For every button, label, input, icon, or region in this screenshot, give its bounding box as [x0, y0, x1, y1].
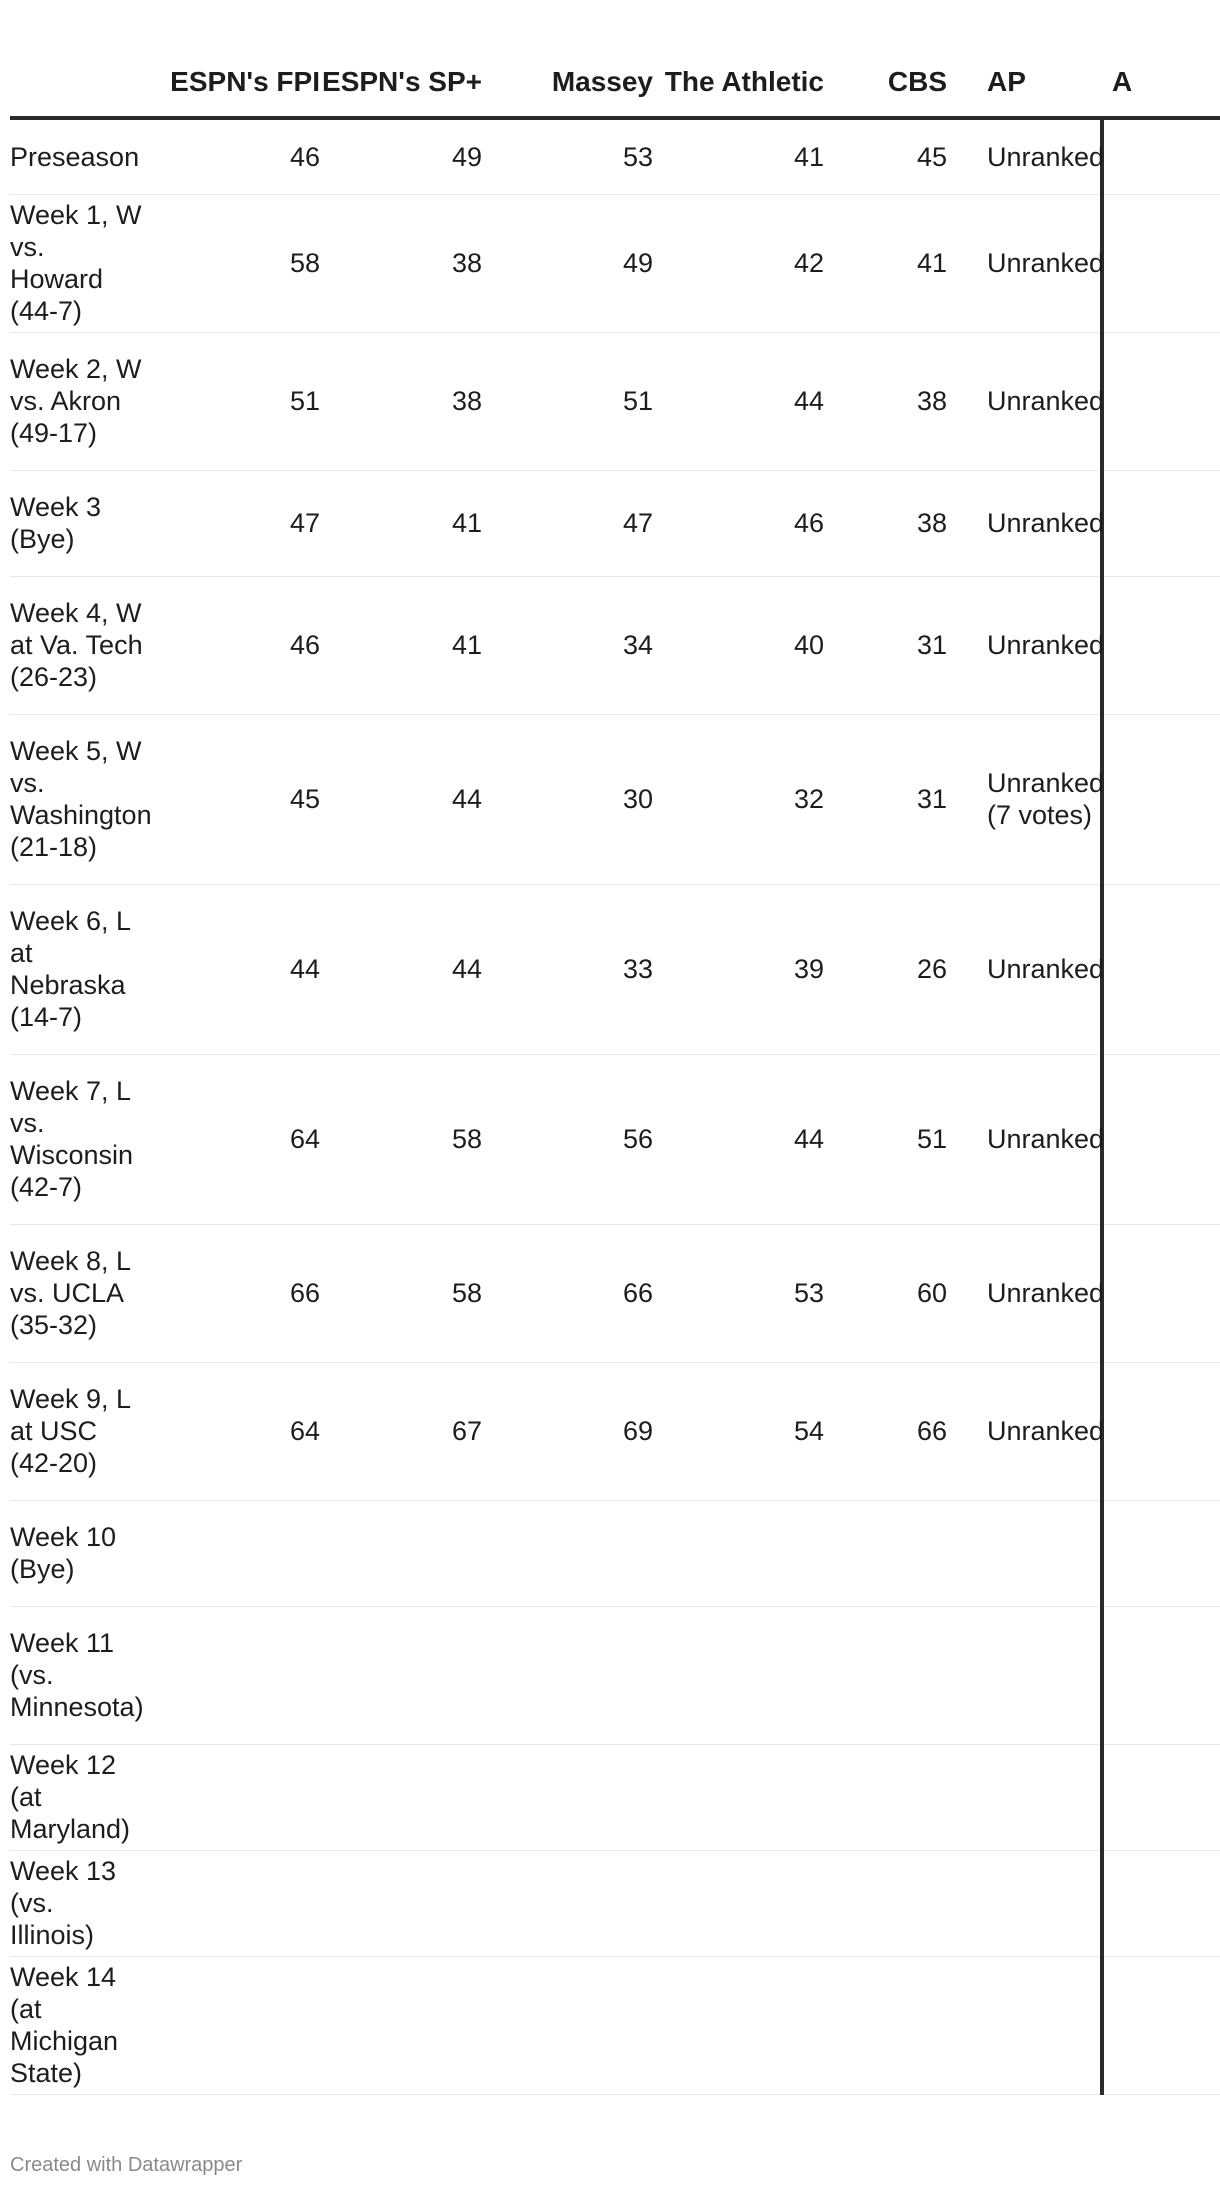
- rankings-table-container: [10, 0, 1220, 2095]
- clipped-cell: [1102, 576, 1220, 714]
- clipped-cell: [1102, 194, 1220, 332]
- table-row: [10, 1850, 1220, 1956]
- ranking-cell: [653, 1500, 824, 1606]
- ranking-cell: 44: [653, 332, 824, 470]
- table-row: [10, 1956, 1220, 2094]
- label-header: [10, 0, 150, 118]
- ranking-cell: 66: [150, 1224, 320, 1362]
- row-label: Week 6, L at Nebraska (14-7): [10, 884, 150, 1054]
- ranking-cell: 45: [150, 714, 320, 884]
- ranking-cell: 44: [653, 1054, 824, 1224]
- ranking-cell: 49: [320, 118, 482, 194]
- row-label: Week 11 (vs. Minnesota): [10, 1606, 150, 1744]
- ranking-cell: 34: [482, 576, 653, 714]
- ranking-cell: 38: [320, 332, 482, 470]
- ranking-cell: [320, 1850, 482, 1956]
- ap-cell: Unranked: [947, 118, 1102, 194]
- ranking-cell: 51: [150, 332, 320, 470]
- clipped-cell: [1102, 470, 1220, 576]
- ranking-cell: 53: [653, 1224, 824, 1362]
- ranking-cell: 47: [150, 470, 320, 576]
- ranking-cell: 46: [150, 576, 320, 714]
- ranking-cell: 64: [150, 1054, 320, 1224]
- ranking-cell: [482, 1956, 653, 2094]
- row-label: Week 1, W vs. Howard (44-7): [10, 194, 150, 332]
- ranking-cell: 54: [653, 1362, 824, 1500]
- the-athletic-header: The Athletic: [653, 0, 824, 118]
- ranking-cell: 38: [824, 470, 947, 576]
- ranking-cell: [150, 1744, 320, 1850]
- table-row: [10, 714, 1220, 884]
- espn-sp-header: ESPN's SP+: [320, 0, 482, 118]
- row-label: Week 5, W vs. Washington (21-18): [10, 714, 150, 884]
- ranking-cell: [653, 1606, 824, 1744]
- rankings-table: [10, 0, 1220, 2095]
- row-label: Week 7, L vs. Wisconsin (42-7): [10, 1054, 150, 1224]
- cbs-header: CBS: [824, 0, 947, 118]
- ranking-cell: [150, 1850, 320, 1956]
- ranking-cell: [482, 1744, 653, 1850]
- ranking-cell: 58: [150, 194, 320, 332]
- ranking-cell: [320, 1956, 482, 2094]
- ranking-cell: 66: [482, 1224, 653, 1362]
- row-label: Week 3 (Bye): [10, 470, 150, 576]
- table-row: [10, 1224, 1220, 1362]
- ranking-cell: 58: [320, 1224, 482, 1362]
- ap-cell: Unranked: [947, 576, 1102, 714]
- ranking-cell: 38: [320, 194, 482, 332]
- ap-cell: Unranked: [947, 470, 1102, 576]
- table-row: [10, 332, 1220, 470]
- ranking-cell: 41: [320, 576, 482, 714]
- ap-cell: [947, 1606, 1102, 1744]
- ap-cell: Unranked (7 votes): [947, 714, 1102, 884]
- ranking-cell: 31: [824, 576, 947, 714]
- table-row: [10, 1606, 1220, 1744]
- ranking-cell: 42: [653, 194, 824, 332]
- ranking-cell: 51: [482, 332, 653, 470]
- ranking-cell: 66: [824, 1362, 947, 1500]
- ranking-cell: 40: [653, 576, 824, 714]
- ranking-cell: [824, 1744, 947, 1850]
- ranking-cell: 49: [482, 194, 653, 332]
- table-row: [10, 1500, 1220, 1606]
- ranking-cell: 44: [320, 884, 482, 1054]
- espn-fpi-header: ESPN's FPI: [150, 0, 320, 118]
- ranking-cell: [150, 1956, 320, 2094]
- ap-header: AP: [947, 0, 1102, 118]
- row-label: Week 8, L vs. UCLA (35-32): [10, 1224, 150, 1362]
- ranking-cell: 30: [482, 714, 653, 884]
- clipped-cell: [1102, 1054, 1220, 1224]
- table-header: [10, 0, 1220, 118]
- ranking-cell: 46: [150, 118, 320, 194]
- ranking-cell: [824, 1500, 947, 1606]
- ranking-cell: [150, 1606, 320, 1744]
- ap-cell: [947, 1744, 1102, 1850]
- clipped-cell: [1102, 1850, 1220, 1956]
- clipped-cell: [1102, 1956, 1220, 2094]
- ranking-cell: [150, 1500, 320, 1606]
- ranking-cell: 56: [482, 1054, 653, 1224]
- header-row: [10, 0, 1220, 118]
- table-row: [10, 884, 1220, 1054]
- table-row: [10, 118, 1220, 194]
- ap-cell: Unranked: [947, 1224, 1102, 1362]
- row-label: Week 12 (at Maryland): [10, 1744, 150, 1850]
- clipped-cell: [1102, 1362, 1220, 1500]
- datawrapper-credit: Created with Datawrapper: [10, 2154, 243, 2176]
- ranking-cell: 60: [824, 1224, 947, 1362]
- ranking-cell: 39: [653, 884, 824, 1054]
- table-row: [10, 194, 1220, 332]
- ranking-cell: 58: [320, 1054, 482, 1224]
- row-label: Week 14 (at Michigan State): [10, 1956, 150, 2094]
- table-body: [10, 118, 1220, 2094]
- ranking-cell: [653, 1850, 824, 1956]
- a-header: A: [1102, 0, 1220, 118]
- ranking-cell: 51: [824, 1054, 947, 1224]
- ap-cell: [947, 1500, 1102, 1606]
- ranking-cell: 64: [150, 1362, 320, 1500]
- clipped-cell: [1102, 1224, 1220, 1362]
- clipped-cell: [1102, 332, 1220, 470]
- clipped-cell: [1102, 1744, 1220, 1850]
- table-row: [10, 1744, 1220, 1850]
- ap-cell: [947, 1956, 1102, 2094]
- table-row: [10, 576, 1220, 714]
- ranking-cell: [320, 1500, 482, 1606]
- ranking-cell: 26: [824, 884, 947, 1054]
- ap-cell: Unranked: [947, 884, 1102, 1054]
- ranking-cell: 45: [824, 118, 947, 194]
- massey-header: Massey: [482, 0, 653, 118]
- ap-cell: Unranked: [947, 1054, 1102, 1224]
- ranking-cell: 41: [653, 118, 824, 194]
- ranking-cell: 53: [482, 118, 653, 194]
- ranking-cell: [482, 1606, 653, 1744]
- ap-cell: Unranked: [947, 332, 1102, 470]
- ranking-cell: 31: [824, 714, 947, 884]
- ranking-cell: [320, 1744, 482, 1850]
- ranking-cell: [482, 1500, 653, 1606]
- clipped-cell: [1102, 1500, 1220, 1606]
- ranking-cell: 41: [320, 470, 482, 576]
- clipped-cell: [1102, 884, 1220, 1054]
- ranking-cell: 32: [653, 714, 824, 884]
- ranking-cell: 44: [320, 714, 482, 884]
- table-row: [10, 470, 1220, 576]
- ranking-cell: 67: [320, 1362, 482, 1500]
- clipped-cell: [1102, 118, 1220, 194]
- ranking-cell: 44: [150, 884, 320, 1054]
- ranking-cell: [482, 1850, 653, 1956]
- ranking-cell: [824, 1850, 947, 1956]
- ranking-cell: [653, 1744, 824, 1850]
- ranking-cell: 69: [482, 1362, 653, 1500]
- clipped-cell: [1102, 1606, 1220, 1744]
- ap-cell: Unranked: [947, 1362, 1102, 1500]
- clipped-cell: [1102, 714, 1220, 884]
- row-label: Week 10 (Bye): [10, 1500, 150, 1606]
- ap-cell: [947, 1850, 1102, 1956]
- row-label: Week 9, L at USC (42-20): [10, 1362, 150, 1500]
- table-row: [10, 1054, 1220, 1224]
- row-label: Preseason: [10, 118, 150, 194]
- table-row: [10, 1362, 1220, 1500]
- ranking-cell: 47: [482, 470, 653, 576]
- ranking-cell: [824, 1606, 947, 1744]
- ap-cell: Unranked: [947, 194, 1102, 332]
- ranking-cell: 38: [824, 332, 947, 470]
- ranking-cell: [653, 1956, 824, 2094]
- ranking-cell: 33: [482, 884, 653, 1054]
- ranking-cell: [320, 1606, 482, 1744]
- ranking-cell: 41: [824, 194, 947, 332]
- row-label: Week 2, W vs. Akron (49-17): [10, 332, 150, 470]
- ranking-cell: 46: [653, 470, 824, 576]
- row-label: Week 13 (vs. Illinois): [10, 1850, 150, 1956]
- ranking-cell: [824, 1956, 947, 2094]
- row-label: Week 4, W at Va. Tech (26-23): [10, 576, 150, 714]
